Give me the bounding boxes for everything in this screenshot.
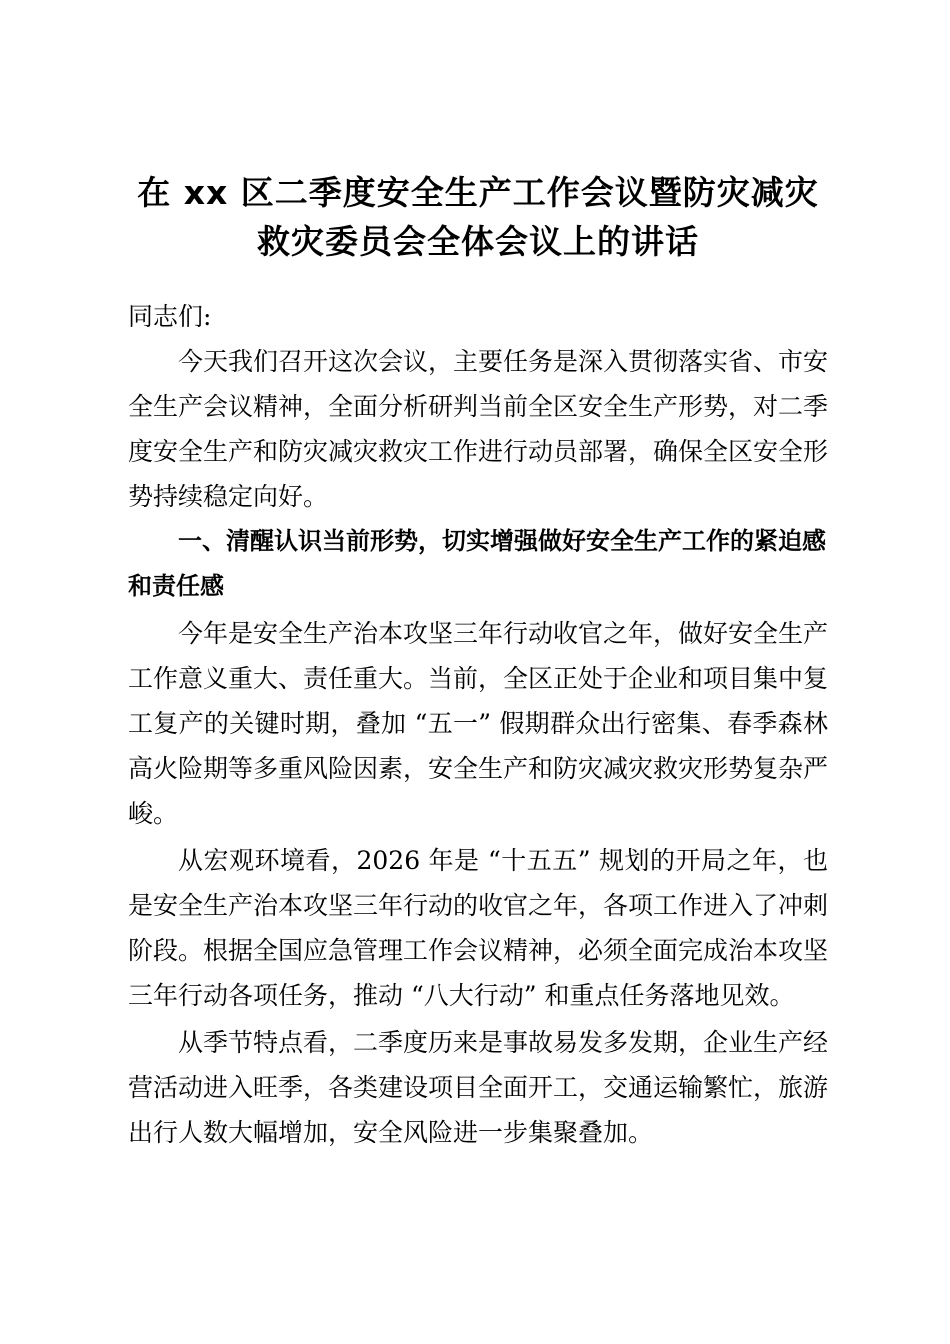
title-line-1: 在 xx 区二季度安全生产工作会议暨防灾减灾	[137, 173, 819, 212]
document-title	[128, 168, 828, 266]
section-heading-1: 一、清醒认识当前形势，切实增强做好安全生产工作的紧迫感和责任感	[128, 527, 826, 600]
section1-paragraph-1: 今年是安全生产治本攻坚三年行动收官之年，做好安全生产工作意义重大、责任重大。当前，全区正处于企业和项目集中复工复产的关键时期，叠加 “五一” 假期群众出行密集、春季森林高火险期等多重风险因素，安全生产和防灾减灾救灾形势复杂严峻。	[128, 619, 829, 828]
title-line-2: 救灾委员会全体会议上的讲话	[257, 222, 699, 261]
section1-paragraph-3: 从季节特点看，二季度历来是事故易发多发期，企业生产经营活动进入旺季，各类建设项目全面开工，交通运输繁忙，旅游出行人数大幅增加，安全风险进一步集聚叠加。	[128, 1028, 829, 1147]
document-page	[128, 168, 828, 1155]
section1-paragraph-2: 从宏观环境看，2026 年是 “十五五” 规划的开局之年，也是安全生产治本攻坚三年行动的收官之年，各项工作进入了冲刺阶段。根据全国应急管理工作会议精神，必须全面完成治本攻坚三年行动各项任务，推动 “八大行动” 和重点任务落地见效。	[128, 846, 829, 1010]
intro-paragraph: 今天我们召开这次会议，主要任务是深入贯彻落实省、市安全生产会议精神，全面分析研判当前全区安全生产形势，对二季度安全生产和防灾减灾救灾工作进行动员部署，确保全区安全形势持续稳定向好。	[128, 347, 829, 511]
salutation: 同志们:	[128, 302, 212, 331]
document-body	[128, 294, 828, 1155]
